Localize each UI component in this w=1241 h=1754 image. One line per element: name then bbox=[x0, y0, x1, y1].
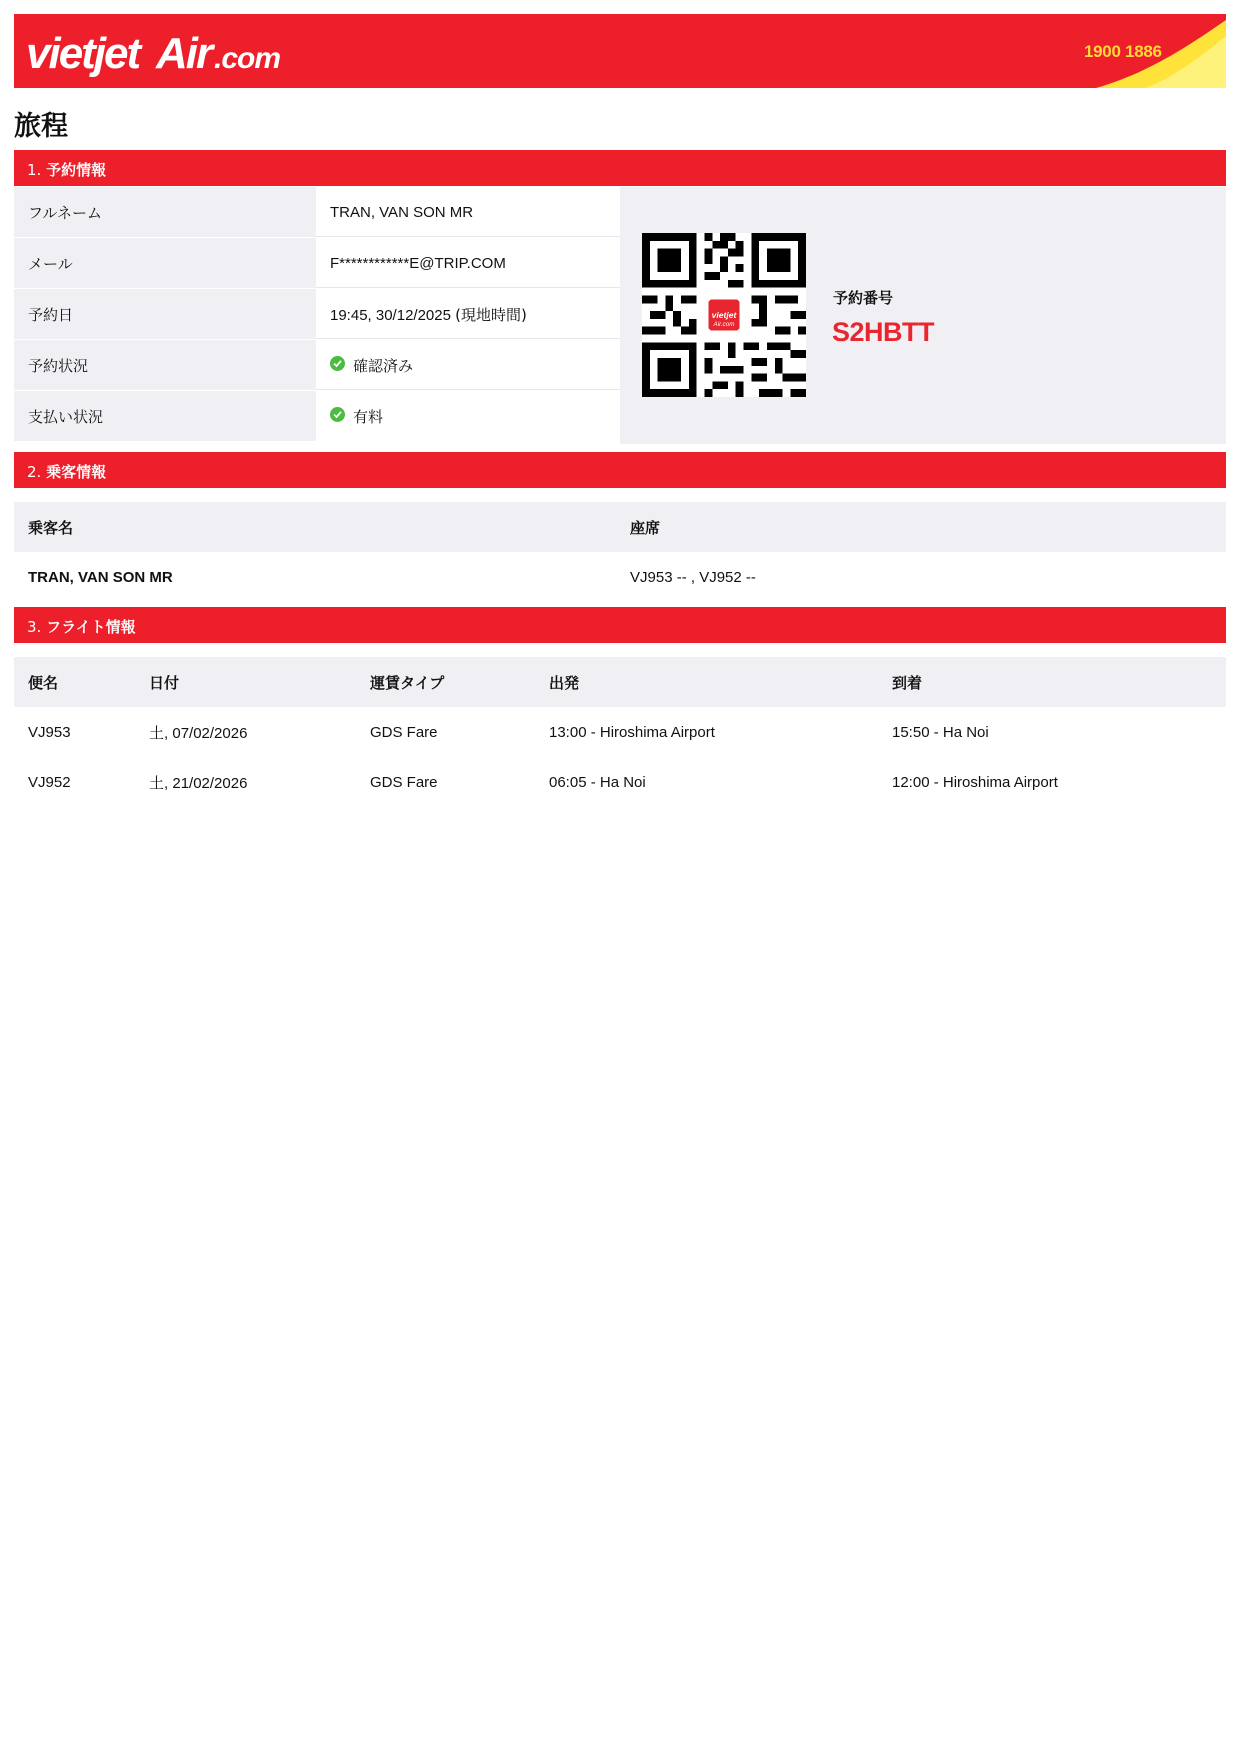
svg-text:Air.com bbox=[713, 321, 735, 328]
section-booking-header bbox=[14, 150, 1226, 186]
fare-type: GDS Fare bbox=[370, 724, 438, 741]
col-passenger-name: 乗客名 bbox=[28, 519, 74, 537]
section-title: 予約情報 bbox=[46, 161, 107, 179]
value-payment-status bbox=[316, 391, 620, 441]
section-flight-header bbox=[14, 607, 1226, 643]
banner-swoosh bbox=[1096, 14, 1226, 88]
arrival: 15:50 - Ha Noi bbox=[892, 724, 989, 741]
booking-row-status bbox=[14, 340, 620, 390]
check-circle-icon bbox=[330, 356, 345, 371]
reservation-number-label: 予約番号 bbox=[833, 289, 894, 307]
flight-table-header bbox=[14, 657, 1226, 707]
departure: 06:05 - Ha Noi bbox=[549, 774, 646, 791]
check-circle-icon bbox=[330, 407, 345, 422]
col-flight: 便名 bbox=[28, 674, 59, 692]
date: , 07/02/2026 bbox=[164, 725, 248, 742]
qr-code bbox=[642, 233, 806, 397]
arrival: 12:00 - Hiroshima Airport bbox=[892, 774, 1058, 791]
svg-text:Air: Air bbox=[156, 29, 212, 78]
col-fare: 運賃タイプ bbox=[370, 674, 445, 692]
flight-date bbox=[149, 757, 247, 810]
section-number: 1. bbox=[27, 161, 42, 179]
table-row bbox=[14, 707, 1226, 757]
label-fullname: フルネーム bbox=[14, 187, 316, 237]
flight-date bbox=[149, 707, 247, 760]
reservation-code: S2HBTT bbox=[832, 317, 935, 347]
booking-row-date bbox=[14, 289, 620, 339]
flight-number: VJ953 bbox=[28, 724, 71, 741]
date: , 21/02/2026 bbox=[164, 775, 248, 792]
value-fullname: TRAN, VAN SON MR bbox=[316, 187, 620, 237]
booking-row-payment bbox=[14, 391, 620, 441]
hotline-number: 1900 1886 bbox=[1084, 42, 1162, 61]
status-text: 確認済み bbox=[353, 357, 414, 375]
value-booking-status bbox=[316, 340, 620, 390]
value-email: F************E@TRIP.COM bbox=[316, 238, 620, 288]
label-booking-date: 予約日 bbox=[14, 289, 316, 339]
passenger-seat: VJ953 -- , VJ952 -- bbox=[630, 569, 756, 586]
booking-row-email bbox=[14, 238, 620, 288]
section-number: 2. bbox=[27, 463, 42, 481]
section-title: フライト情報 bbox=[46, 618, 136, 636]
departure: 13:00 - Hiroshima Airport bbox=[549, 724, 715, 741]
value-booking-date bbox=[316, 289, 620, 339]
reservation-panel bbox=[620, 187, 1226, 444]
col-date: 日付 bbox=[149, 674, 180, 692]
flight-number: VJ952 bbox=[28, 774, 71, 791]
svg-text:.com: .com bbox=[214, 42, 281, 75]
table-row bbox=[14, 552, 1226, 602]
page-title: 旅程 bbox=[14, 111, 68, 142]
section-number: 3. bbox=[27, 618, 42, 636]
table-row bbox=[14, 757, 1226, 807]
col-arrival: 到着 bbox=[892, 674, 923, 692]
section-title: 乗客情報 bbox=[46, 463, 107, 481]
booking-date-time: 19:45, 30/12/2025 bbox=[330, 307, 451, 324]
section-passenger-header bbox=[14, 452, 1226, 488]
booking-row-fullname bbox=[14, 187, 620, 237]
header-banner bbox=[14, 14, 1226, 88]
booking-info bbox=[14, 187, 1226, 444]
label-email: メール bbox=[14, 238, 316, 288]
col-departure: 出発 bbox=[549, 674, 580, 692]
weekday: 土 bbox=[149, 774, 165, 792]
label-payment-status: 支払い状況 bbox=[14, 391, 316, 441]
label-booking-status: 予約状況 bbox=[14, 340, 316, 390]
passenger-name: TRAN, VAN SON MR bbox=[28, 569, 173, 586]
payment-text: 有料 bbox=[353, 408, 384, 426]
vietjet-logo bbox=[24, 22, 304, 82]
local-time-note: (現地時間) bbox=[455, 306, 527, 324]
weekday: 土 bbox=[149, 724, 165, 742]
fare-type: GDS Fare bbox=[370, 774, 438, 791]
passenger-table-header bbox=[14, 502, 1226, 552]
svg-text:vietjet: vietjet bbox=[711, 310, 737, 321]
svg-text:vietjet: vietjet bbox=[26, 29, 140, 78]
col-seat: 座席 bbox=[630, 519, 661, 537]
